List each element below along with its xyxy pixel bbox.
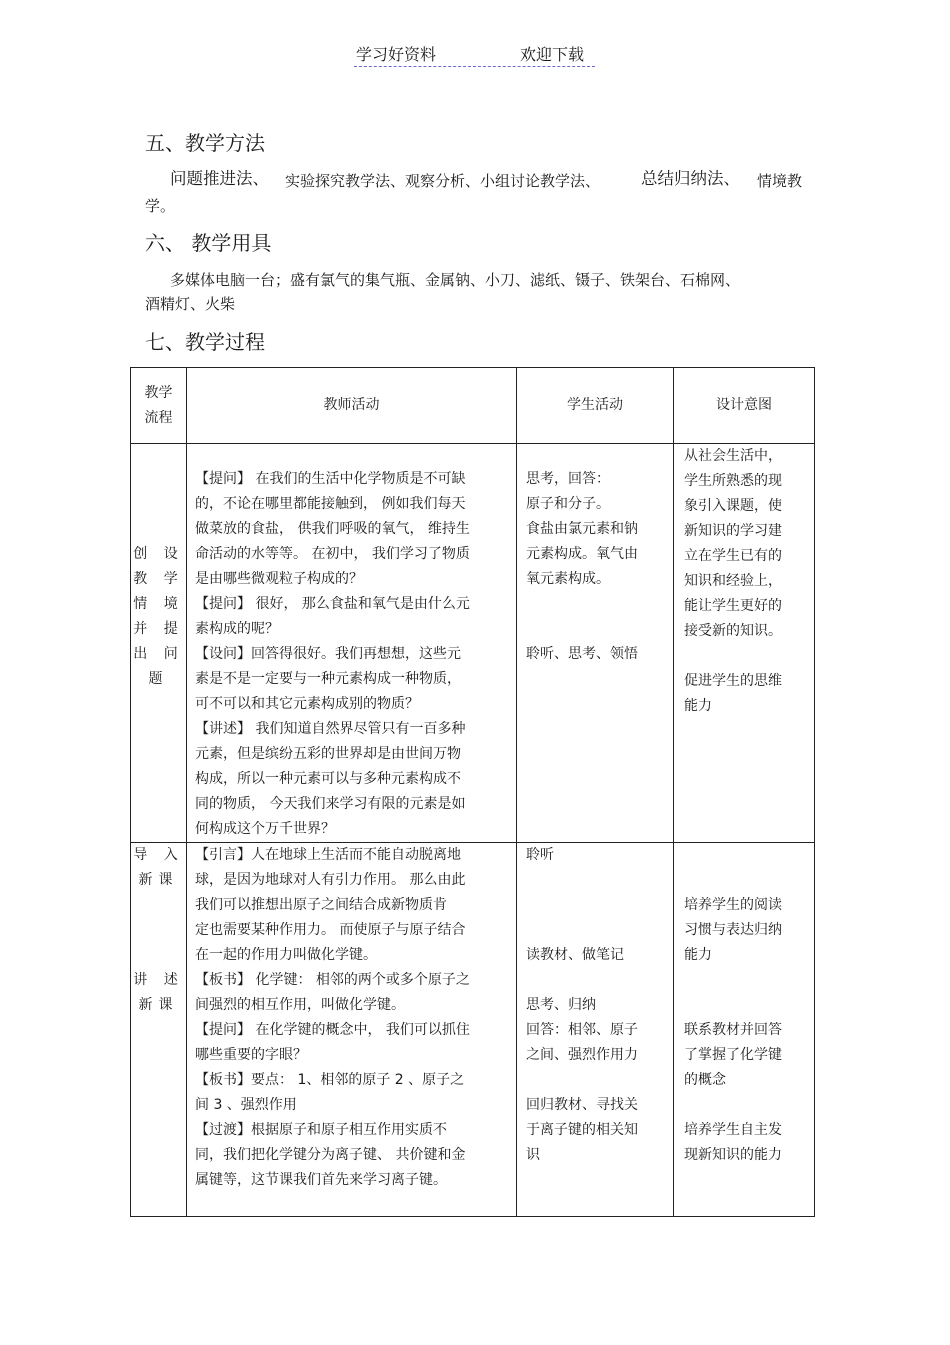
teacher-line: 【设问】回答得很好。我们再想想，这些元 [195,646,461,662]
table-row-new-lesson [131,843,815,1217]
header-flow [131,368,187,444]
row1-teacher-cell [187,444,517,843]
teacher-line: 【提问】 在化学键的概念中， 我们可以抓住 [195,1022,470,1038]
table-header-row [131,368,815,444]
intent-line: 联系教材并回答 [684,1022,782,1038]
page-header [354,40,595,67]
intent-line: 象引入课题，使 [684,498,782,514]
student-line: 于离子键的相关知 [526,1122,638,1138]
intent-line: 培养学生自主发 [684,1122,782,1138]
section-6-title: 六、 教学用具 [145,231,272,255]
intent-line: 学生所熟悉的现 [684,473,782,489]
teacher-line: 的，不论在哪里都能接触到， 例如我们每天 [195,496,466,512]
sec5-method-3: 总结归纳法、 [641,169,740,188]
teacher-line: 构成，所以一种元素可以与多种元素构成不 [195,771,461,787]
table-row-situation [131,444,815,843]
intent-line: 能力 [684,947,712,963]
intent-line: 促进学生的思维 [684,673,782,689]
teacher-line: 【引言】人在地球上生活而不能自动脱离地 [195,847,461,863]
student-line: 读教材、做笔记 [526,947,624,963]
intent-line: 了掌握了化学键 [684,1047,782,1063]
intent-line: 能力 [684,698,712,714]
student-line: 思考，回答： [526,471,610,487]
header-left-text: 学习好资料 [356,45,437,64]
intent-line: 新知识的学习建 [684,523,782,539]
sec6-line-1: 多媒体电脑一台；盛有氯气的集气瓶、金属钠、小刀、滤纸、镊子、铁架台、石棉网、 [170,271,741,289]
flow-line: 教 学 [133,571,184,587]
teacher-line: 同的物质， 今天我们来学习有限的元素是如 [195,796,466,812]
header-flow-line: 流程 [144,409,173,426]
teacher-line: 球，是因为地球对人有引力作用。 那么由此 [195,872,466,888]
sec5-line-2: 学。 [145,197,176,215]
row1-student-cell [517,444,674,843]
sec5-method-1: 问题推进法、 [170,169,269,188]
student-line: 元素构成。氧气由 [526,546,638,562]
header-student: 学生活动 [517,368,674,444]
student-line: 原子和分子。 [526,496,610,512]
flow-line: 题 [148,671,169,687]
intent-line: 培养学生的阅读 [684,897,782,913]
teacher-line: 素构成的呢？ [195,621,279,637]
section-7-title: 七、教学过程 [145,330,265,354]
header-flow-line: 教学 [144,384,173,401]
flow-line: 创 设 [133,546,184,562]
flow-line: 导 入 [133,847,184,863]
student-line: 聆听、思考、领悟 [526,646,638,662]
teaching-process-table [130,367,815,1217]
intent-line: 现新知识的能力 [684,1147,782,1163]
teacher-line: 素是不是一定要与一种元素构成一种物质， [195,671,461,687]
intent-line: 的概念 [684,1072,726,1088]
teacher-line: 【提问】 很好， 那么食盐和氧气是由什么元 [195,596,470,612]
intent-line: 习惯与表达归纳 [684,922,782,938]
student-line: 思考、归纳 [526,997,596,1013]
row1-intent-cell [674,444,815,843]
teacher-line: 是由哪些微观粒子构成的？ [195,571,363,587]
header-right-text: 欢迎下载 [520,45,585,64]
teacher-line: 【板书】 化学键： 相邻的两个或多个原子之 [195,972,470,988]
teacher-line: 在一起的作用力叫做化学键。 [195,947,377,963]
row2-student-cell [517,843,674,1217]
flow-line: 讲 述 [133,972,184,988]
teacher-line: 元素，但是缤纷五彩的世界却是由世间万物 [195,746,461,762]
teacher-line: 何构成这个万千世界？ [195,821,335,837]
teacher-line: 命活动的水等等。 在初中， 我们学习了物质 [195,546,470,562]
row2-intent-cell [674,843,815,1217]
teacher-line: 间 3 、强烈作用 [195,1097,297,1113]
teacher-line: 我们可以推想出原子之间结合成新物质肯 [195,897,447,913]
row2-flow-cell [131,843,187,1217]
teacher-line: 定也需要某种作用力。 而使原子与原子结合 [195,922,466,938]
sec5-method-2: 实验探究教学法、观察分析、小组讨论教学法、 [285,172,601,190]
student-line: 回答：相邻、原子 [526,1022,638,1038]
teacher-line: 【板书】要点： 1、相邻的原子 2 、原子之 [195,1072,465,1088]
student-line: 识 [526,1147,540,1163]
row2-teacher-cell [187,843,517,1217]
student-line: 食盐由氯元素和钠 [526,521,638,537]
teacher-line: 可不可以和其它元素构成别的物质？ [195,696,419,712]
student-line: 聆听 [526,847,554,863]
teacher-line: 属键等，这节课我们首先来学习离子键。 [195,1172,447,1188]
flow-line: 新课 [138,872,179,888]
teacher-line: 【讲述】 我们知道自然界尽管只有一百多种 [195,721,466,737]
flow-line: 出 问 [133,646,184,662]
teacher-line: 做菜放的食盐， 供我们呼吸的氧气， 维持生 [195,521,470,537]
teacher-line: 同，我们把化学键分为离子键、 共价键和金 [195,1147,466,1163]
header-intent: 设计意图 [674,368,815,444]
flow-line: 情 境 [133,596,184,612]
section-5-title: 五、教学方法 [145,131,265,155]
flow-line: 并 提 [133,621,184,637]
sec6-line-2: 酒精灯、火柴 [145,295,236,313]
intent-line: 立在学生已有的 [684,548,782,564]
flow-line: 新课 [138,997,179,1013]
student-line: 之间、强烈作用力 [526,1047,638,1063]
teacher-line: 【过渡】根据原子和原子相互作用实质不 [195,1122,447,1138]
student-line: 氧元素构成。 [526,571,610,587]
sec5-method-4: 情境教 [757,172,803,190]
intent-line: 能让学生更好的 [684,598,782,614]
teacher-line: 【提问】 在我们的生活中化学物质是不可缺 [195,471,466,487]
intent-line: 从社会生活中， [684,448,782,464]
intent-line: 知识和经验上， [684,573,782,589]
header-teacher: 教师活动 [187,368,517,444]
intent-line: 接受新的知识。 [684,623,782,639]
teacher-line: 间强烈的相互作用，叫做化学键。 [195,997,405,1013]
row1-flow-cell [131,444,187,843]
student-line: 回归教材、寻找关 [526,1097,638,1113]
teacher-line: 哪些重要的字眼？ [195,1047,307,1063]
